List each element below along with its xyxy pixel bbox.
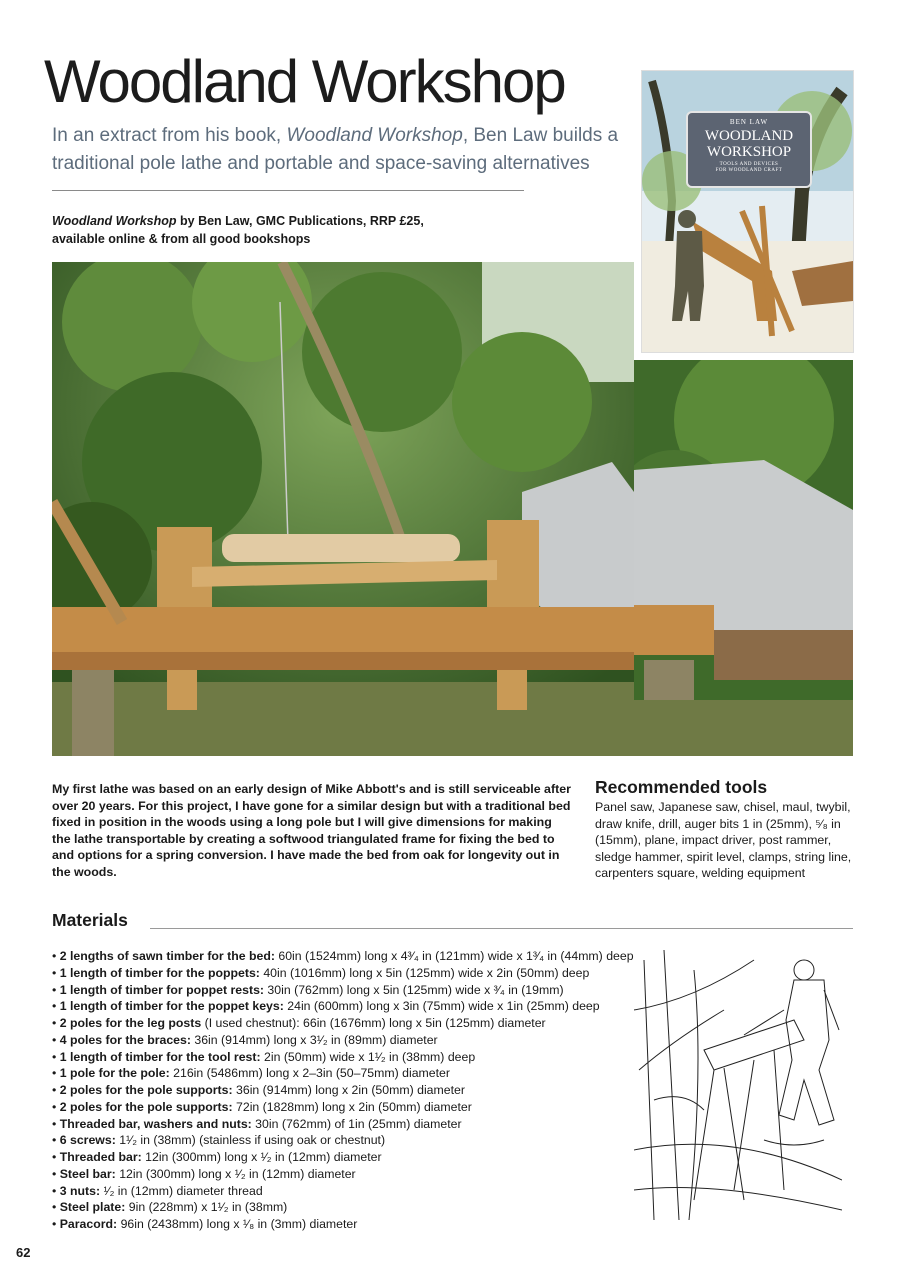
cover-title-plate: [686, 111, 812, 188]
standfirst-post: , Ben Law builds a traditional pole lathe and portable and space-saving alternatives: [52, 125, 619, 174]
bullet-icon: •: [52, 965, 60, 980]
article-standfirst: [52, 122, 622, 178]
material-label: 3 nuts:: [59, 1183, 101, 1198]
material-item: [52, 1015, 632, 1032]
book-cover: [642, 71, 853, 352]
material-detail: 216in (5486mm) long x 2–3in (50–75mm) diameter: [169, 1066, 450, 1081]
material-detail: ¹⁄₂ in (12mm) diameter thread: [100, 1183, 263, 1198]
credit-details: by Ben Law, GMC Publications, RRP £25, available online & from all good bookshops: [52, 214, 424, 246]
material-detail: 24in (600mm) long x 3in (75mm) wide x 1in (25mm) deep: [283, 999, 600, 1014]
pole-lathe-illustration: [52, 262, 634, 756]
material-detail: 36in (914mm) long x 3¹⁄₂ in (89mm) diameter: [190, 1032, 438, 1047]
material-label: Steel plate:: [59, 1200, 126, 1215]
material-item: [52, 1049, 632, 1066]
bullet-icon: •: [52, 1066, 60, 1081]
bullet-icon: •: [52, 1016, 60, 1030]
material-detail: 60in (1524mm) long x 4³⁄₄ in (121mm) wide x 1³⁄₄ in (44mm) deep: [274, 949, 634, 963]
bullet-icon: •: [52, 1049, 60, 1064]
material-item: [52, 1183, 632, 1200]
bullet-icon: •: [52, 1150, 60, 1164]
material-item: [52, 1149, 632, 1166]
bullet-icon: •: [52, 1099, 60, 1114]
material-label: Threaded bar:: [59, 1150, 142, 1164]
bullet-icon: •: [52, 1133, 60, 1148]
material-item: [52, 998, 632, 1015]
cover-title-line-1: WOODLAND: [704, 128, 794, 144]
material-label: Steel bar:: [59, 1166, 116, 1181]
material-label: 2 poles for the leg posts: [59, 1016, 202, 1030]
cover-subtitle: [688, 162, 810, 174]
material-label: 2 poles for the pole supports:: [59, 1099, 233, 1114]
bullet-icon: •: [52, 1116, 60, 1131]
material-label: 1 pole for the pole:: [59, 1066, 170, 1081]
materials-list: [52, 948, 632, 1233]
bullet-icon: •: [52, 1083, 60, 1097]
material-detail: 30in (762mm) of 1in (25mm) diameter: [251, 1116, 462, 1131]
materials-heading: Materials: [52, 910, 128, 930]
pole-lathe-photo: [52, 262, 634, 756]
lathe-sketch: [634, 950, 842, 1228]
material-item: [52, 1082, 632, 1099]
material-detail: (I used chestnut): 66in (1676mm) long x 5in (125mm) diameter: [201, 1016, 546, 1030]
material-item: [52, 1065, 632, 1082]
material-label: 1 length of timber for the poppets:: [59, 965, 260, 980]
material-item: [52, 1199, 632, 1216]
standfirst-pre: In an extract from his book,: [52, 125, 287, 146]
material-label: Threaded bar, washers and nuts:: [59, 1116, 252, 1131]
page-number: 62: [16, 1245, 31, 1260]
pole-lathe-photo-extension: [634, 360, 853, 756]
material-item: [52, 1132, 632, 1149]
material-detail: 12in (300mm) long x ¹⁄₂ in (12mm) diameter: [115, 1166, 356, 1181]
materials-divider: [150, 928, 853, 929]
material-item: [52, 965, 632, 982]
material-item: [52, 1216, 632, 1233]
credit-book-title: Woodland Workshop: [52, 214, 177, 228]
standfirst-book-title: Woodland Workshop: [286, 125, 463, 146]
bullet-icon: •: [52, 949, 60, 963]
material-label: Paracord:: [59, 1217, 118, 1231]
cover-subtitle-line-2: FOR WOODLAND CRAFT: [715, 168, 783, 173]
bullet-icon: •: [52, 1032, 60, 1047]
material-label: 1 length of timber for the poppet keys:: [59, 999, 284, 1014]
material-label: 1 length of timber for the tool rest:: [59, 1049, 261, 1064]
material-detail: 1¹⁄₂ in (38mm) (stainless if using oak or chestnut): [115, 1133, 386, 1148]
intro-paragraph: My first lathe was based on an early design of Mike Abbott's and is still serviceable after over 20 years. For this project, I have gone for a similar design but with a traditional bed fixed in position in the woods using a long pole but I will give dimensions for making the lathe transportable by creating a softwood triangulated frame for fixing the bed to and options for a spring conversion. I have made the bed from oak for longevity out in the woods.: [52, 782, 571, 879]
material-label: 2 lengths of sawn timber for the bed:: [59, 949, 275, 963]
material-item: [52, 982, 632, 999]
woodland-background: [634, 360, 853, 756]
cover-title-line-2: WORKSHOP: [706, 144, 792, 160]
material-item: [52, 1032, 632, 1049]
header-divider: [52, 190, 524, 191]
sketch-illustration: [634, 950, 842, 1228]
material-detail: 9in (228mm) x 1¹⁄₂ in (38mm): [125, 1200, 288, 1215]
cover-author: BEN LAW: [729, 118, 769, 126]
tools-heading: Recommended tools: [595, 777, 768, 797]
material-item: [52, 1099, 632, 1116]
material-detail: 96in (2438mm) long x ¹⁄₈ in (3mm) diameter: [117, 1217, 358, 1231]
material-detail: 36in (914mm) long x 2in (50mm) diameter: [232, 1083, 465, 1097]
cover-title: [688, 128, 810, 160]
cover-subtitle-line-1: TOOLS AND DEVICES: [719, 162, 779, 167]
material-label: 6 screws:: [59, 1133, 116, 1148]
bullet-icon: •: [52, 999, 60, 1014]
material-detail: 40in (1016mm) long x 5in (125mm) wide x 2in (50mm) deep: [259, 965, 590, 980]
material-item: [52, 1116, 632, 1133]
material-detail: 30in (762mm) long x 5in (125mm) wide x ³⁄₄ in (19mm): [264, 982, 564, 997]
material-item: [52, 948, 632, 965]
material-item: [52, 1166, 632, 1183]
page-title: Woodland Workshop: [44, 48, 565, 115]
material-label: 4 poles for the braces:: [59, 1032, 191, 1047]
bullet-icon: •: [52, 1183, 60, 1198]
material-label: 2 poles for the pole supports:: [59, 1083, 233, 1097]
material-detail: 72in (1828mm) long x 2in (50mm) diameter: [232, 1099, 472, 1114]
tools-list: Panel saw, Japanese saw, chisel, maul, twybil, draw knife, drill, auger bits 1 in (25mm), ⁵⁄₈ in (15mm), plane, impact driver, post rammer, sledge hammer, spirit level, clamps, string line, carpenters square, welding equipment: [595, 800, 852, 880]
book-credit: [52, 212, 432, 248]
bullet-icon: •: [52, 1200, 60, 1215]
material-detail: 12in (300mm) long x ¹⁄₂ in (12mm) diameter: [141, 1150, 382, 1164]
bullet-icon: •: [52, 1217, 60, 1231]
bullet-icon: •: [52, 1166, 60, 1181]
material-label: 1 length of timber for poppet rests:: [59, 982, 265, 997]
bullet-icon: •: [52, 982, 60, 997]
material-detail: 2in (50mm) wide x 1¹⁄₂ in (38mm) deep: [260, 1049, 476, 1064]
